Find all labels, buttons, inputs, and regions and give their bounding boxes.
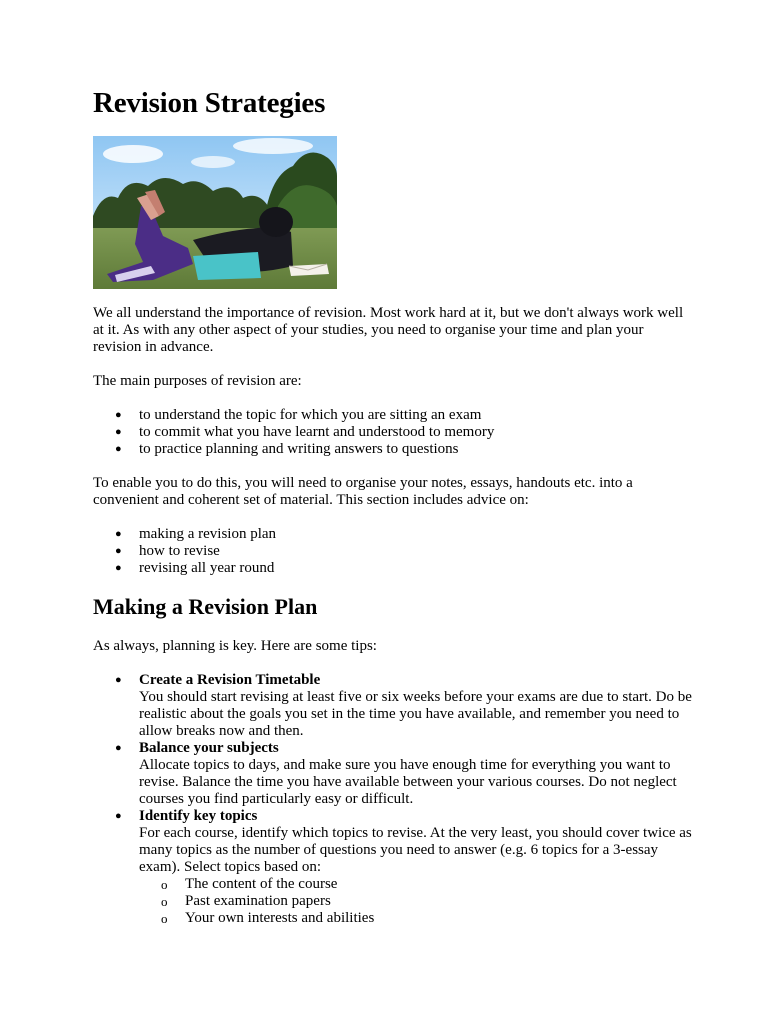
sub-list-item: o The content of the course bbox=[161, 876, 338, 892]
tip-item bbox=[93, 672, 693, 740]
intro-paragraph: We all understand the importance of revision. Most work hard at it, but we don't always work well at it. As with any other aspect of your studies, you need to organise your time and plan your revision in advance. bbox=[93, 305, 684, 355]
tip-body: Allocate topics to days, and make sure you have enough time for everything you want to revise. Balance the time you have available between your various courses. Do not neglect courses you find particularly easy or difficult. bbox=[139, 757, 677, 807]
hollow-bullet-icon: o bbox=[161, 894, 168, 909]
list-item: ● to practice planning and writing answers to questions bbox=[115, 441, 459, 457]
section-heading-revision-plan: Making a Revision Plan bbox=[93, 594, 318, 619]
tip-body: For each course, identify which topics to revise. At the very least, you should cover twice as many topics as the number of questions you need to answer (e.g. 6 topics for a 3-essay exam). Select topics based on: bbox=[139, 825, 692, 875]
advice-list bbox=[93, 526, 693, 577]
bullet-icon: ● bbox=[115, 528, 122, 540]
tip-title: Identify key topics bbox=[139, 808, 258, 824]
bullet-icon: ● bbox=[115, 674, 122, 686]
document-content bbox=[93, 86, 693, 944]
list-item: ● to understand the topic for which you are sitting an exam bbox=[115, 407, 482, 423]
list-item: ● making a revision plan bbox=[115, 526, 277, 542]
topic-basis-list bbox=[139, 876, 693, 927]
tip-title: Balance your subjects bbox=[139, 740, 279, 756]
section-intro: As always, planning is key. Here are some tips: bbox=[93, 638, 377, 654]
hollow-bullet-icon: o bbox=[161, 911, 168, 926]
bullet-icon: ● bbox=[115, 545, 122, 557]
page-title: Revision Strategies bbox=[93, 87, 326, 119]
hollow-bullet-icon: o bbox=[161, 877, 168, 892]
list-item: ● to commit what you have learnt and understood to memory bbox=[115, 424, 495, 440]
bullet-icon: ● bbox=[115, 742, 122, 754]
bullet-icon: ● bbox=[115, 562, 122, 574]
tip-body: You should start revising at least five or six weeks before your exams are due to start. Do be realistic about the goals you set in the time you have available, and remember you need to allow breaks now and then. bbox=[139, 689, 692, 739]
bullet-icon: ● bbox=[115, 426, 122, 438]
purposes-heading: The main purposes of revision are: bbox=[93, 373, 302, 389]
bullet-icon: ● bbox=[115, 443, 122, 455]
student-lying-on-grass-photo bbox=[93, 136, 337, 289]
tip-title: Create a Revision Timetable bbox=[139, 672, 321, 688]
enable-paragraph: To enable you to do this, you will need to organise your notes, essays, handouts etc. into a convenient and coherent set of material. This section includes advice on: bbox=[93, 475, 633, 508]
list-item: ● revising all year round bbox=[115, 560, 275, 576]
tips-list bbox=[93, 672, 693, 927]
tip-item bbox=[93, 808, 693, 927]
tip-item bbox=[93, 740, 693, 808]
bullet-icon: ● bbox=[115, 409, 122, 421]
sub-list-item: o Your own interests and abilities bbox=[161, 910, 375, 926]
sub-list-item: o Past examination papers bbox=[161, 893, 331, 909]
bullet-icon: ● bbox=[115, 810, 122, 822]
purposes-list bbox=[93, 407, 693, 458]
list-item: ● how to revise bbox=[115, 543, 220, 559]
